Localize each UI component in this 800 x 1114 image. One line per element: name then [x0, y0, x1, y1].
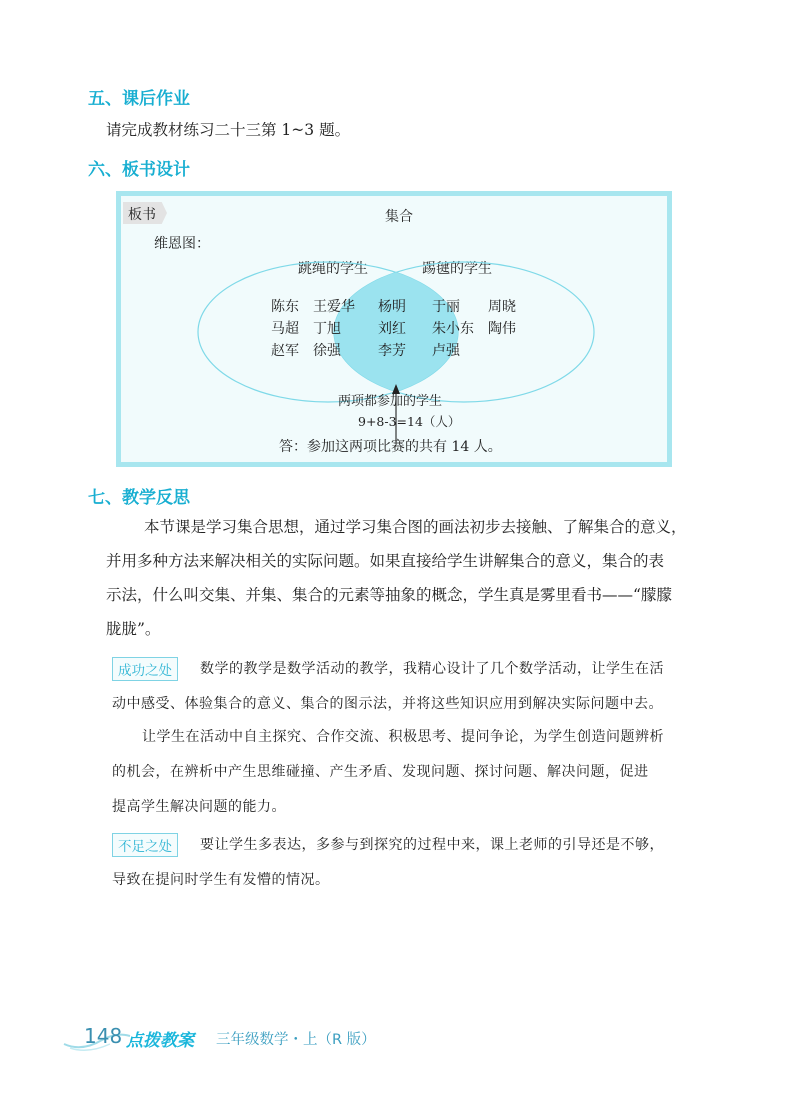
board-title: 集合 [385, 209, 413, 225]
shortcoming-tag: 不足之处 [112, 833, 178, 857]
intersection-names [378, 296, 406, 362]
list-item: 赵军 徐强 [271, 343, 341, 359]
list-item: 朱小东 陶伟 [432, 321, 516, 337]
success-line: 数学的教学是数学活动的教学，我精心设计了几个数学活动，让学生在活 [200, 661, 664, 677]
board-tag: 板书 [128, 207, 156, 223]
paragraph-line: 示法，什么叫交集、并集、集合的元素等抽象的概念，学生真是雾里看书——“朦朦 [106, 586, 672, 604]
list-item: 陈东 王爱华 [271, 299, 355, 315]
blackboard-design-panel [116, 191, 672, 467]
page-number: 148 [84, 1024, 123, 1048]
section7-heading: 七、教学反思 [88, 488, 190, 508]
success-line: 让学生在活动中自主探究、合作交流、积极思考、提问争论，为学生创造问题辨析 [142, 729, 664, 745]
reflection-paragraph [106, 510, 756, 646]
book-title: 三年级数学・上（R 版） [216, 1032, 376, 1048]
list-item: 于丽 周晓 [432, 299, 516, 315]
section5-heading: 五、课后作业 [88, 89, 190, 109]
success-tag: 成功之处 [112, 657, 178, 681]
success-line: 动中感受、体验集合的意义、集合的图示法，并将这些知识应用到解决实际问题中去。 [112, 696, 663, 712]
list-item: 卢强 [432, 343, 460, 359]
section6-heading: 六、板书设计 [88, 160, 190, 180]
list-item: 马超 丁旭 [271, 321, 341, 337]
brand-logo: 点拨教案 [126, 1031, 194, 1051]
shortcoming-section [112, 828, 772, 898]
intersection-note: 两项都参加的学生 [338, 394, 443, 409]
list-item: 刘红 [378, 321, 406, 337]
paragraph-line: 胧胧”。 [106, 620, 161, 638]
success-section-para2 [112, 720, 772, 825]
shortcoming-line: 导致在提问时学生有发懵的情况。 [112, 872, 330, 888]
equation: 9+8-3=14（人） [358, 414, 461, 429]
right-set-label: 踢毽的学生 [422, 261, 492, 277]
list-item: 李芳 [378, 343, 406, 359]
success-section [112, 652, 772, 722]
paragraph-line: 本节课是学习集合思想，通过学习集合图的画法初步去接触、了解集合的意义， [144, 518, 687, 536]
shortcoming-line: 要让学生多表达，多参与到探究的过程中来，课上老师的引导还是不够， [200, 837, 664, 853]
left-set-label: 跳绳的学生 [298, 261, 368, 277]
answer: 答：参加这两项比赛的共有 14 人。 [279, 439, 502, 455]
section5-text: 请完成教材练习二十三第 1~3 题。 [106, 121, 351, 139]
venn-diagram-label: 维恩图： [154, 236, 210, 252]
left-only-names [271, 296, 355, 362]
success-line: 的机会，在辨析中产生思维碰撞、产生矛盾、发现问题、探讨问题、解决问题，促进 [112, 764, 649, 780]
success-line: 提高学生解决问题的能力。 [112, 799, 286, 815]
list-item: 杨明 [378, 299, 406, 315]
right-only-names [432, 296, 516, 362]
paragraph-line: 并用多种方法来解决相关的实际问题。如果直接给学生讲解集合的意义，集合的表 [106, 552, 665, 570]
